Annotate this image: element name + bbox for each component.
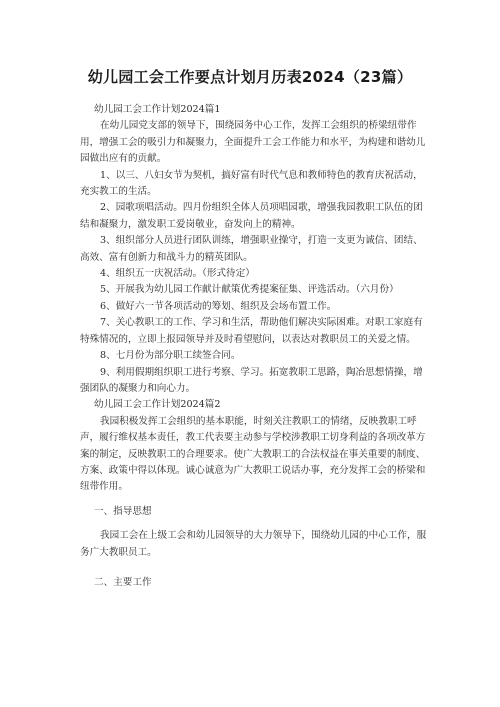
list-item: 7、关心教职工的工作、学习和生活，帮助他们解决实际困难。对职工家庭有特殊情况的，立即上报园领导并及时看望慰问，以表达对教职员工的关爱之情。 bbox=[80, 317, 423, 345]
section-heading-1: 幼儿园工会工作计划2024篇1 bbox=[94, 104, 221, 115]
spacer bbox=[80, 520, 428, 528]
subheading-main-work: 二、主要工作 bbox=[94, 576, 152, 588]
paragraph: 我园工会在上级工会和幼儿园领导的大力领导下，围绕幼儿园的中心工作，服务广大教职员工。 bbox=[80, 530, 427, 558]
paragraph: 在幼儿园党支部的领导下，围绕园务中心工作，发挥工会组织的桥梁纽带作用，增强工会的吸引力和凝聚力，全面提升工会工作能力和水平，为构建和谐幼儿园做出应有的贡献。 bbox=[80, 120, 426, 165]
document-title: 幼儿园工会工作要点计划月历表2024（23篇） bbox=[87, 68, 413, 86]
section-heading-2: 幼儿园工会工作计划2024篇2 bbox=[94, 399, 221, 411]
list-item: 6、做好六一节各项活动的筹划、组织及会场布置工作。 bbox=[100, 300, 337, 312]
paragraph: 我园积极发挥工会组织的基本职能，时刻关注教职工的情绪，反映教职工呼声，履行维权基本责任，教工代表要主动参与学校涉教职工切身利益的各项改革方案的制定，反映教职工的合理要求。使广大教职工的合法权益在事关重要的制度、方案、政策中得以体现。诚心诚意为广大教职工说话办事，充分发挥工会的桥梁和纽带作用。 bbox=[80, 415, 426, 493]
list-item: 8、七月份为部分职工续签合同。 bbox=[100, 350, 241, 362]
list-item: 9、利用假期组织职工进行考察、学习。拓宽教职工思路，陶冶思想情操，增强团队的凝聚力和向心力。 bbox=[80, 366, 423, 394]
spacer bbox=[80, 496, 428, 504]
list-item: 1、以三、八妇女节为契机，搞好富有时代气息和教师特色的教育庆祝活动，充实教工的生活。 bbox=[80, 169, 423, 198]
subheading-guiding-thought: 一、指导思想 bbox=[94, 505, 152, 517]
document-body bbox=[80, 102, 428, 591]
list-item: 2、园歌项唱活动。四月份组织全体人员项唱园歌，增强我园教职工队伍的团结和凝聚力，激发职工爱岗敬业，奋发向上的精神。 bbox=[80, 202, 423, 230]
list-item: 4、组织五一庆祝活动。（形式待定） bbox=[100, 268, 255, 280]
list-item: 5、开展我为幼儿园工作献计献策优秀提案征集、评选活动。（六月份） bbox=[100, 284, 399, 296]
list-item: 3、组织部分人员进行团队训练，增强职业操守，打造一支更为诚信、团结、高效、富有创新力和战斗力的精英团队。 bbox=[80, 235, 423, 263]
spacer bbox=[80, 561, 428, 575]
